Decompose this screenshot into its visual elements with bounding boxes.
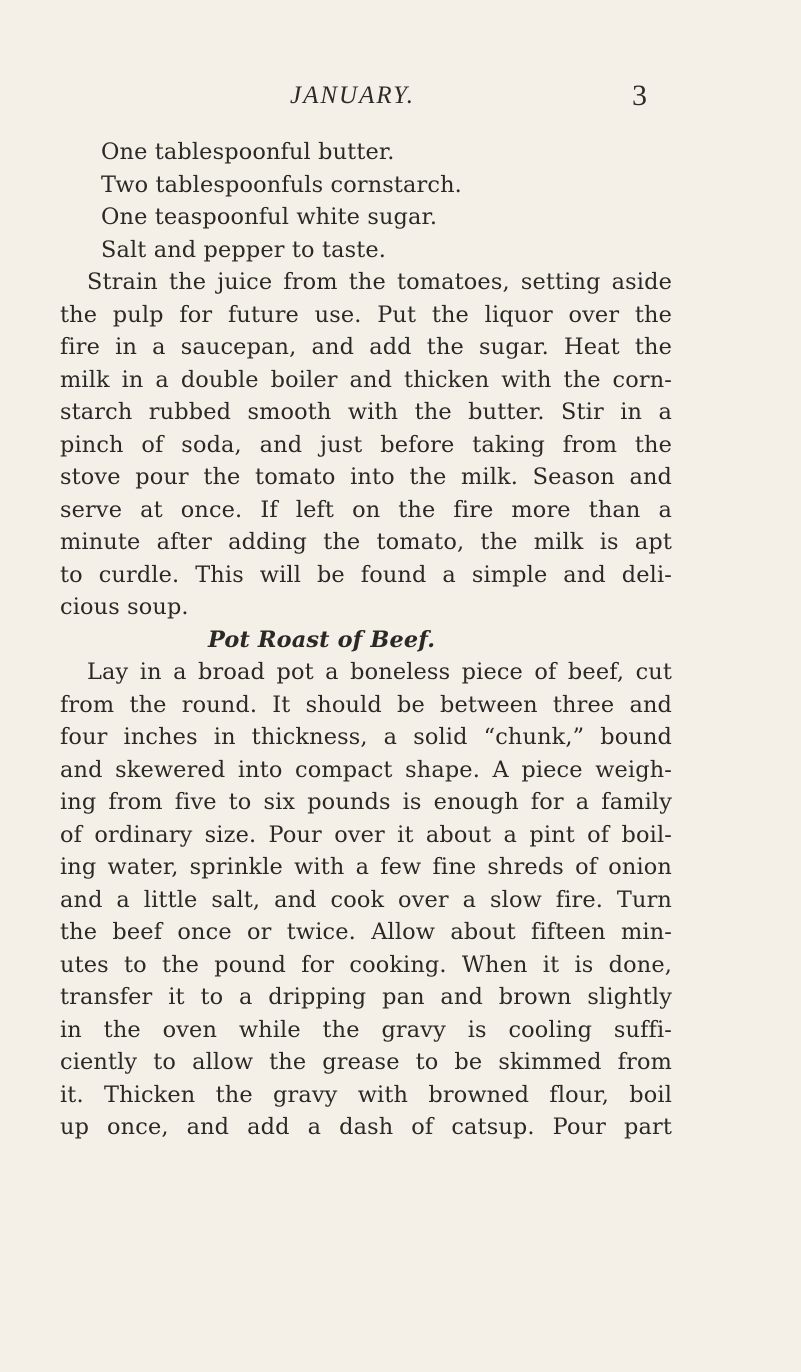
text-line: minute after adding the tomato, the milk is apt (60, 529, 672, 555)
text-line: starch rubbed smooth with the butter. Stir in a (60, 399, 672, 425)
soup-directions-paragraph (60, 266, 672, 624)
ingredient-list (60, 136, 672, 266)
text-line: from the round. It should be between three and (60, 691, 672, 718)
text-line: Lay in a broad pot a boneless piece of beef, cut (87, 659, 672, 685)
text-line: milk in a double boiler and thicken with the corn- (60, 366, 672, 393)
text-line: ing from five to six pounds is enough for a family (60, 789, 672, 815)
running-title: JANUARY. (290, 82, 416, 109)
ingredient-item: Salt and pepper to taste. (101, 236, 387, 263)
text-line: stove pour the tomato into the milk. Season and (60, 464, 672, 490)
text-line: in the oven while the gravy is cooling suffi- (60, 1016, 672, 1043)
pot-roast-paragraph (60, 656, 672, 1144)
text-line: of ordinary size. Pour over it about a pint of boil- (60, 821, 672, 848)
text-line: Strain the juice from the tomatoes, setting aside (87, 269, 672, 295)
text-line: utes to the pound for cooking. When it is done, (60, 951, 672, 978)
text-line: serve at once. If left on the fire more than a (60, 496, 672, 523)
page-number: 3 (632, 79, 647, 112)
text-line: transfer it to a dripping pan and brown slightly (60, 984, 672, 1010)
running-header (0, 79, 801, 122)
text-line: to curdle. This will be found a simple and deli- (60, 561, 672, 588)
text-line: cious soup. (60, 594, 189, 620)
text-line: fire in a saucepan, and add the sugar. Heat the (60, 334, 672, 360)
text-line: and a little salt, and cook over a slow fire. Turn (60, 886, 672, 913)
ingredient-item: One teaspoonful white sugar. (101, 204, 438, 230)
ingredient-item: One tablespoonful butter. (101, 139, 395, 165)
section-heading-pot-roast: Pot Roast of Beef. (208, 626, 436, 653)
text-line: up once, and add a dash of catsup. Pour part (60, 1114, 672, 1140)
text-line: and skewered into compact shape. A piece weigh- (60, 756, 672, 783)
text-line: the pulp for future use. Put the liquor over the (60, 301, 672, 328)
text-line: the beef once or twice. Allow about fifteen min- (60, 919, 672, 945)
text-line: pinch of soda, and just before taking from the (60, 431, 672, 458)
text-line: four inches in thickness, a solid “chunk,” bound (60, 724, 672, 750)
text-line: ing water, sprinkle with a few fine shreds of onion (60, 854, 672, 880)
page-body (60, 136, 672, 1144)
ingredient-item: Two tablespoonfuls cornstarch. (101, 171, 462, 198)
text-line: it. Thicken the gravy with browned flour, boil (60, 1081, 672, 1108)
text-line: ciently to allow the grease to be skimmed from (60, 1049, 672, 1075)
